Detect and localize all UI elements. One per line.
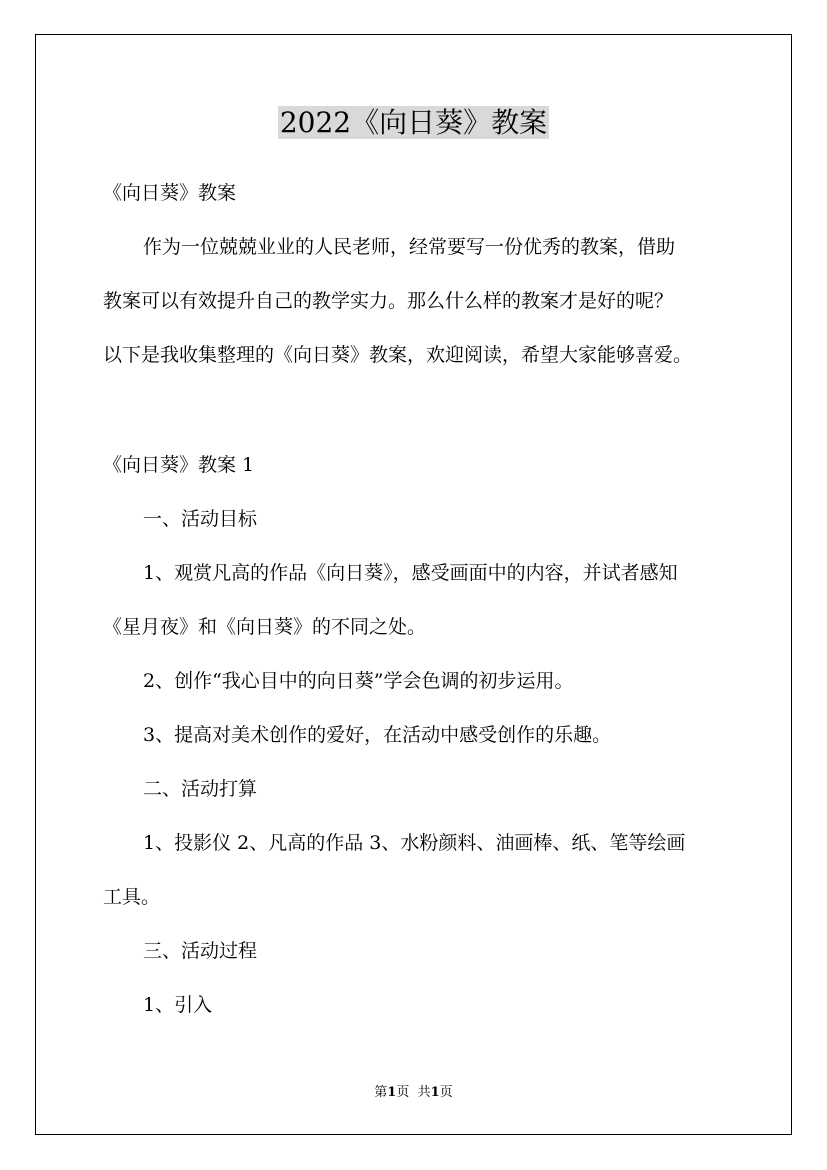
footer-total-suffix: 页: [439, 1085, 453, 1100]
paragraph-line: 2、创作“我心目中的向日葵”学会色调的初步运用。: [143, 670, 574, 692]
subsection-heading: 一、活动目标: [143, 508, 258, 530]
section-heading: 《向日葵》教案 1: [103, 454, 255, 476]
footer-page-suffix: 页: [396, 1085, 410, 1100]
paragraph-line: 工具。: [103, 886, 161, 908]
paragraph-line: 以下是我收集整理的《向日葵》教案，欢迎阅读，希望大家能够喜爱。: [103, 344, 693, 366]
footer-total-number: 1: [430, 1085, 440, 1100]
footer-page-number: 1: [387, 1085, 397, 1100]
paragraph-line: 1、观赏凡高的作品《向日葵》，感受画面中的内容，并试者感知: [143, 562, 678, 584]
section-heading: 《向日葵》教案: [103, 182, 237, 204]
footer-page-prefix: 第: [374, 1085, 388, 1100]
document-title-text: 2022《向日葵》教案: [279, 106, 548, 139]
paragraph-line: 3、提高对美术创作的爱好，在活动中感受创作的乐趣。: [143, 724, 612, 746]
paragraph-line: 1、引入: [143, 994, 213, 1016]
paragraph-line: 教案可以有效提升自己的教学实力。那么什么样的教案才是好的呢？: [103, 290, 674, 312]
paragraph-line: 《星月夜》和《向日葵》的不同之处。: [103, 616, 427, 638]
page-footer: [0, 1084, 827, 1102]
paragraph-line: 1、投影仪 2、凡高的作品 3、水粉颜料、油画棒、纸、笔等绘画: [143, 832, 686, 854]
document-title: [0, 103, 827, 143]
paragraph-line: 作为一位兢兢业业的人民老师，经常要写一份优秀的教案，借助: [143, 236, 676, 258]
footer-total-prefix: 共: [417, 1085, 431, 1100]
subsection-heading: 二、活动打算: [143, 778, 258, 800]
subsection-heading: 三、活动过程: [143, 940, 258, 962]
